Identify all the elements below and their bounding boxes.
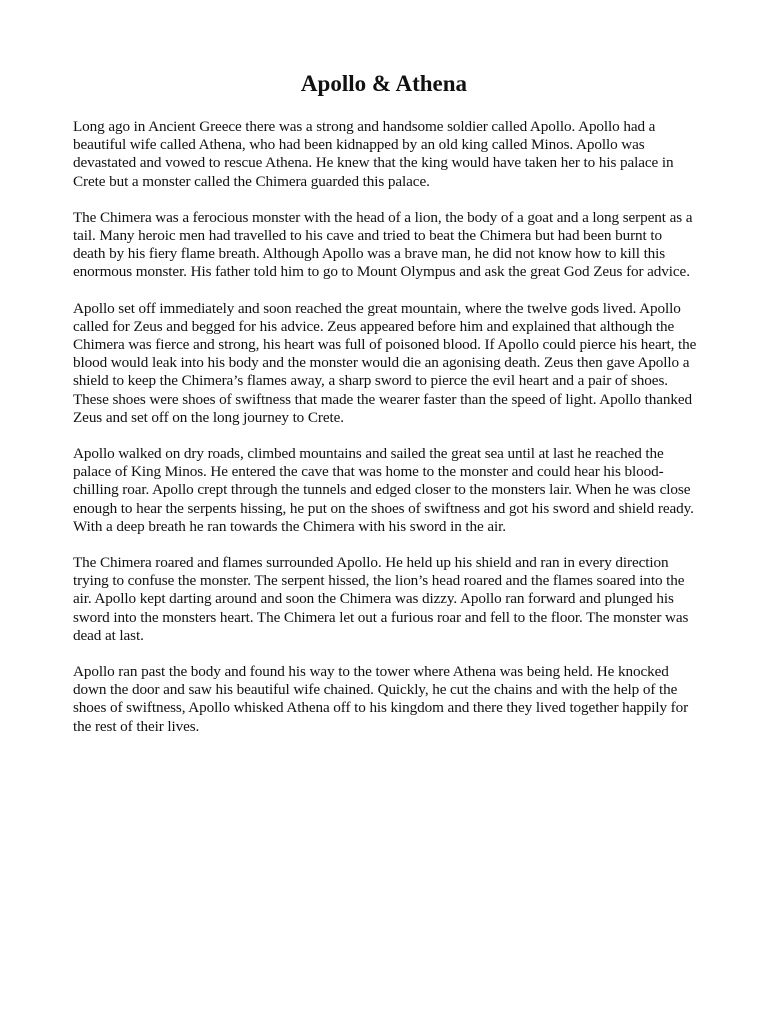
paragraph-6: Apollo ran past the body and found his way to the tower where Athena was being held. He knocked down the door and saw his beautiful wife chained. Quickly, he cut the chains and with the help of the shoes of swiftness, Apollo whisked Athena off to his kingdom and there they lived together happily for the rest of their lives. (73, 663, 689, 735)
paragraph-4: Apollo walked on dry roads, climbed mountains and sailed the great sea until at last he reached the palace of King Minos. He entered the cave that was home to the monster and could hear his blood-chilling roar. Apollo crept through the tunnels and edged closer to the monsters lair. When he was close enough to hear the serpents hissing, he put on the shoes of swiftness and got his sword and shield ready. With a deep breath he ran towards the Chimera with his sword in the air. (73, 445, 694, 535)
paragraph-5: The Chimera roared and flames surrounded Apollo. He held up his shield and ran in every direction trying to confuse the monster. The serpent hissed, the lion’s head roared and the flames soared into the air. Apollo kept darting around and soon the Chimera was dizzy. Apollo ran forward and plunged his sword into the monsters heart. The Chimera let out a furious roar and fell to the floor. The monster was dead at last. (73, 554, 689, 644)
document-body (73, 118, 697, 754)
paragraph-3: Apollo set off immediately and soon reached the great mountain, where the twelve gods lived. Apollo called for Zeus and begged for his advice. Zeus appeared before him and explained that although the Chimera was fierce and strong, his heart was full of poisoned blood. If Apollo could pierce his heart, the blood would leak into his body and the monster would die an agonising death. Zeus then gave Apollo a shield to keep the Chimera’s flames away, a sharp sword to pierce the evil heart and a pair of shoes. These shoes were shoes of swiftness that made the wearer faster than the speed of light. Apollo thanked Zeus and set off on the long journey to Crete. (73, 299, 697, 426)
paragraph-1: Long ago in Ancient Greece there was a strong and handsome soldier called Apollo. Apollo had a beautiful wife called Athena, who had been kidnapped by an old king called Minos. Apollo was devastated and vowed to rescue Athena. He knew that the king would have taken her to his palace in Crete but a monster called the Chimera guarded this palace. (73, 118, 674, 190)
document-title: Apollo & Athena (300, 71, 468, 96)
paragraph-2: The Chimera was a ferocious monster with the head of a lion, the body of a goat and a long serpent as a tail. Many heroic men had travelled to his cave and tried to beat the Chimera but had been burnt to death by his fiery flame breath. Although Apollo was a brave man, he did not know how to kill this enormous monster. His father told him to go to Mount Olympus and ask the great God Zeus for advice. (73, 208, 693, 281)
